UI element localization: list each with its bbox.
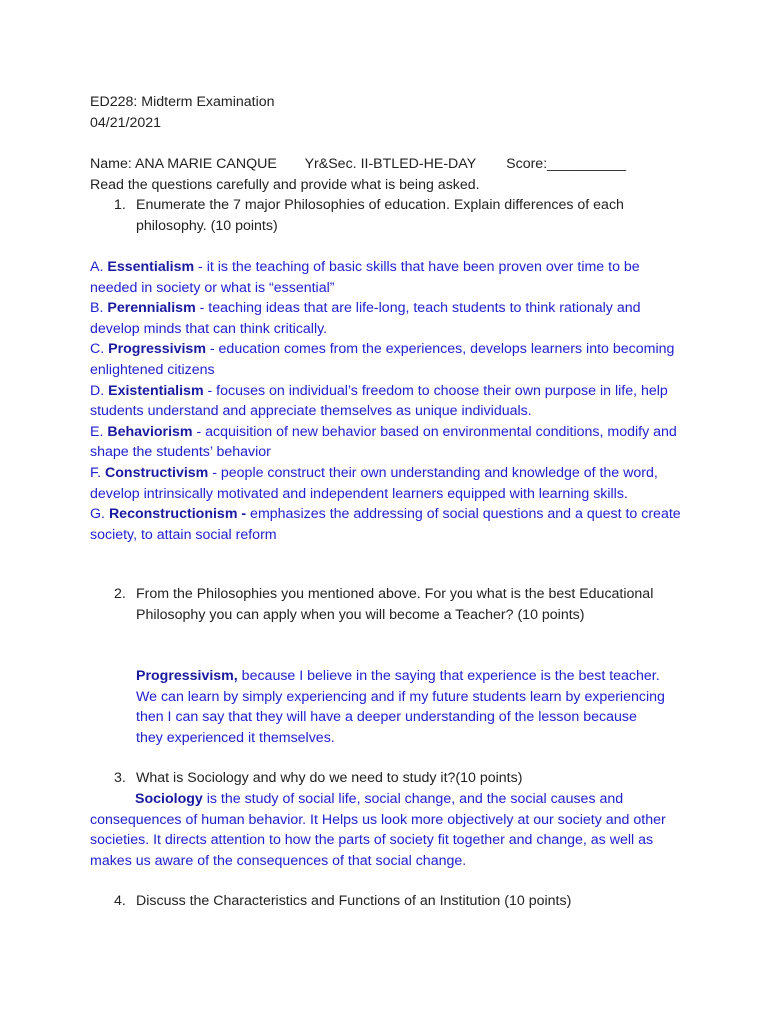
answer-letter: A. [90,259,104,275]
answer-text: - education comes from the experiences, develops learners into becoming enlightened citizens [90,341,675,378]
answer-letter: D. [90,382,105,399]
answer-letter: G. [90,506,105,523]
answer-letter: B. [90,300,104,317]
q1-number: 1. [114,197,126,213]
answer-c [90,339,690,380]
q3-number: 3. [114,770,126,786]
answer-text: - acquisition of new behavior based on environmental conditions, modify and shape the students’ behavior [90,423,677,461]
answer-term: Progressivism [108,341,206,358]
score-label: Score: [506,156,548,172]
answer-g [90,504,690,545]
answer-text: - it is the teaching of basic skills that have been proven over time to be needed in society or what is “essential” [90,259,640,296]
q3-answer-term: Sociology [135,791,203,807]
answer-letter: F. [90,464,102,481]
answer-text: emphasizes the addressing of social questions and a quest to create society, to attain social reform [90,506,681,543]
q2-number: 2. [114,586,126,602]
name-label: Name: [90,156,132,172]
q2-answer-term: Progressivism, [136,668,238,684]
answer-term: Constructivism [105,464,209,481]
course-title: ED228: Midterm Examination [90,94,275,110]
section-value: II-BTLED-HE-DAY [360,156,477,172]
q2-question: From the Philosophies you mentioned above. For you what is the best Educational Philosophy you can apply when you will become a Teacher? (10 points) [136,586,654,623]
answer-a [90,257,690,298]
answer-term: Reconstructionism - [108,506,247,523]
q2-answer-text: because I believe in the saying that experience is the best teacher. We can learn by simply experiencing and if my future students learn by experiencing then I can say that they will have a deeper understanding of the lesson because they experienced it themselves. [136,668,665,746]
answer-letter: E. [90,423,104,440]
exam-date: 04/21/2021 [90,115,162,131]
q4-number: 4. [114,893,126,909]
answer-letter: C. [90,341,105,358]
answer-b [90,298,690,339]
answer-term: Perennialism [107,300,196,317]
student-info-row [90,154,626,174]
answer-text: - teaching ideas that are life-long, teach students to think rationaly and develop minds that can think critically. [90,300,641,337]
answer-term: Existentialism [108,382,204,399]
instructions: Read the questions carefully and provide what is being asked. [90,177,480,193]
answer-f [90,463,690,504]
q3-answer-text: is the study of social life, social change, and the social causes and consequences of human behavior. It Helps us look more objectively at our society and other societies. It directs attention to how the parts of society fit together and change, as well as makes us aware of the consequences of that social change. [90,791,666,869]
q1-question-line1: Enumerate the 7 major Philosophies of education. Explain differences of each [136,197,624,213]
q2-answer [136,666,666,748]
q1-question-line2: philosophy. (10 points) [136,218,278,234]
answer-term: Behaviorism [107,423,193,440]
score-blank: __________ [547,156,627,172]
q3-answer [90,789,690,871]
q4-question: Discuss the Characteristics and Functions of an Institution (10 points) [136,893,572,909]
q3-question: What is Sociology and why do we need to study it?(10 points) [136,770,523,786]
q1-answers [90,257,690,545]
section-label: Yr&Sec. [304,156,357,172]
answer-text: - people construct their own understanding and knowledge of the word, develop intrinsically motivated and independent learners equipped with learning skills. [90,464,658,502]
student-name: ANA MARIE CANQUE [134,156,277,172]
answer-d [90,381,690,422]
answer-term: Essentialism [107,259,195,275]
answer-e [90,422,690,463]
answer-text: - focuses on individual’s freedom to choose their own purpose in life, help students understand and appreciate themselves as unique individuals. [90,382,668,420]
